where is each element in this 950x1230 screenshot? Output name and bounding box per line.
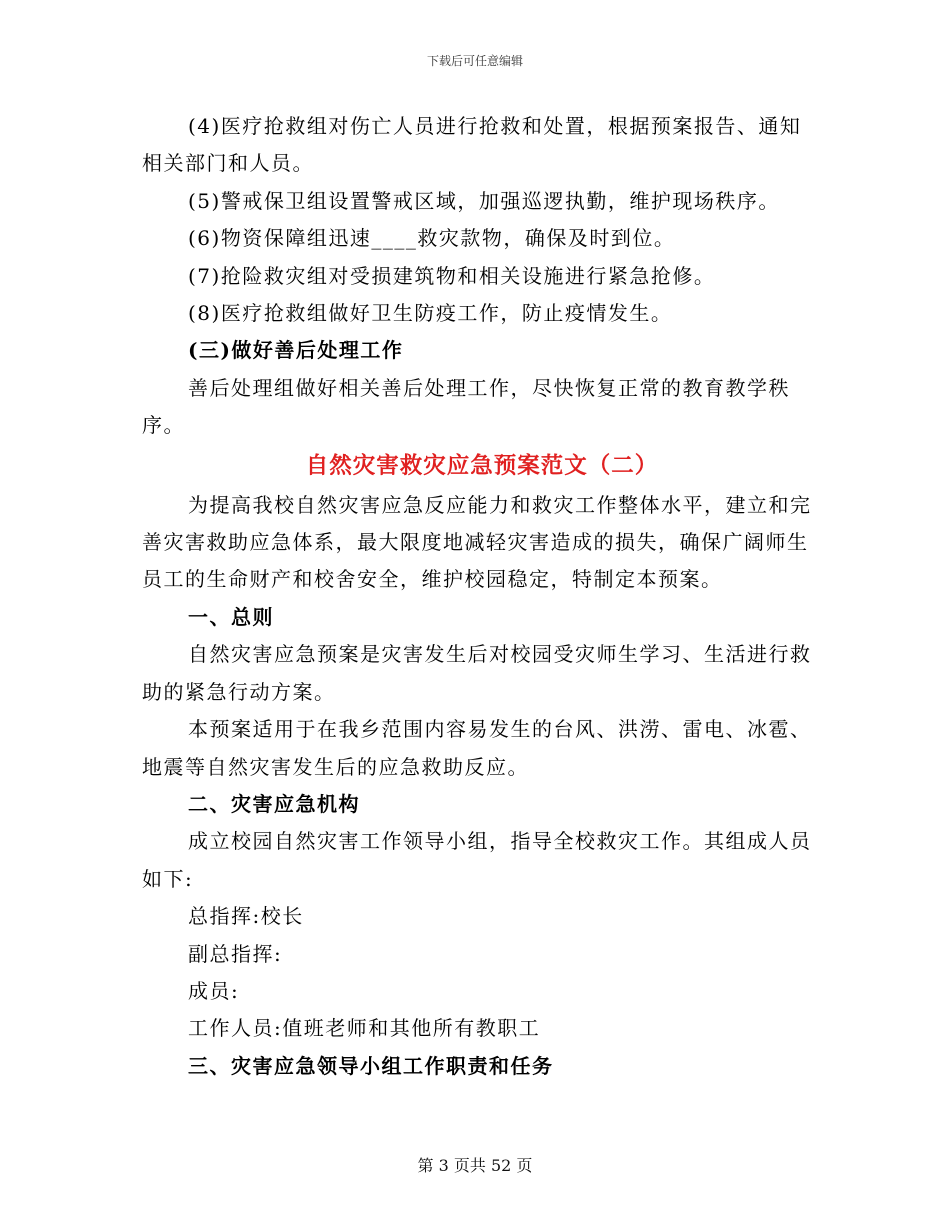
deputy-line: 副总指挥: — [188, 941, 283, 966]
section-three-heading: 三、灾害应急领导小组工作职责和任务 — [188, 1053, 554, 1078]
paragraph-item-4: (4)医疗抢救组对伤亡人员进行抢救和处置，根据预案报告、通知相关部门和人员。 — [142, 114, 802, 176]
intro-paragraph: 为提高我校自然灾害应急反应能力和救灾工作整体水平，建立和完善灾害救助应急体系，最大限度地减轻灾害造成的损失，确保广阔师生员工的生命财产和校舍安全，维护校园稳定，特制定本预案。 — [142, 492, 812, 592]
general-heading: 一、总则 — [188, 604, 274, 629]
members-line: 成员: — [188, 978, 240, 1003]
organization-paragraph: 成立校园自然灾害工作领导小组，指导全校救灾工作。其组成人员如下: — [142, 829, 812, 891]
paragraph-item-7: (7)抢险救灾组对受损建筑物和相关设施进行紧急抢修。 — [188, 263, 716, 288]
paragraph-item-6: (6)物资保障组迅速____救灾款物，确保及时到位。 — [188, 226, 676, 251]
staff-line: 工作人员:值班老师和其他所有教职工 — [188, 1016, 541, 1041]
page-footer: 第 3 页共 52 页 — [417, 1156, 533, 1175]
organization-heading: 二、灾害应急机构 — [188, 791, 360, 816]
document-body — [142, 108, 822, 1085]
general-paragraph-1: 自然灾害应急预案是灾害发生后对校园受灾师生学习、生活进行救助的紧急行动方案。 — [142, 642, 812, 704]
paragraph-item-5: (5)警戒保卫组设置警戒区域，加强巡逻执勤，维护现场秩序。 — [188, 188, 780, 213]
section-3-text: 善后处理组做好相关善后处理工作，尽快恢复正常的教育教学秩序。 — [142, 375, 790, 438]
document-title: 自然灾害救灾应急预案范文（二） — [305, 452, 659, 479]
commander-line: 总指挥:校长 — [188, 904, 304, 929]
page-header: 下载后可任意编辑 — [426, 54, 523, 68]
paragraph-item-8: (8)医疗抢救组做好卫生防疫工作，防止疫情发生。 — [188, 301, 673, 326]
section-3-heading: (三)做好善后处理工作 — [188, 338, 404, 363]
general-paragraph-2: 本预案适用于在我乡范围内容易发生的台风、洪涝、雷电、冰雹、地震等自然灾害发生后的应急救助反应。 — [142, 717, 812, 779]
